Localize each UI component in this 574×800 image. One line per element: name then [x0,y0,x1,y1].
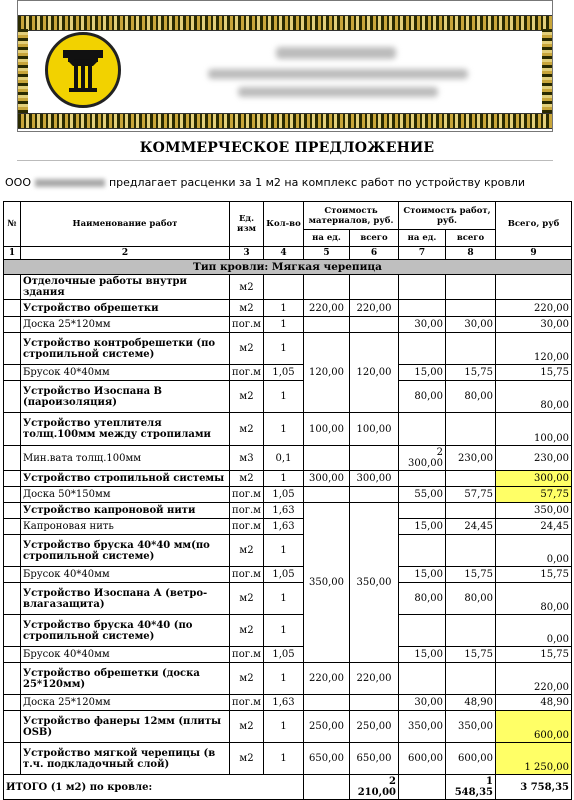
quantity [264,275,304,300]
col-number: 1 [4,247,21,260]
row-num [4,567,21,583]
unit: м2 [230,663,264,695]
quantity: 1,63 [264,503,304,519]
work-per-unit: 80,00 [399,583,446,615]
header-work-cost: Стоимость работ, руб. [399,202,496,230]
work-sum [446,535,496,567]
row-total: 0,00 [496,535,572,567]
col-number: 6 [350,247,399,260]
work-sum [446,471,496,487]
row-total: 57,75 [496,487,572,503]
material-per-unit [304,695,350,711]
table-row [4,365,572,381]
work-per-unit: 30,00 [399,317,446,333]
ornament-border-top [18,15,552,31]
material-per-unit: 220,00 [304,300,350,317]
quantity: 1,05 [264,567,304,583]
unit: м2 [230,413,264,446]
row-num [4,615,21,647]
work-per-unit: 15,00 [399,567,446,583]
work-sum: 15,75 [446,365,496,381]
table-row [4,711,572,743]
material-sum: 250,00 [350,711,399,743]
quantity: 1 [264,743,304,775]
work-name: Устройство бруска 40*40 мм(по стропильной системе) [21,535,230,567]
table-row [4,583,572,615]
work-per-unit [399,300,446,317]
material-per-unit: 120,00 [304,333,350,413]
work-per-unit: 600,00 [399,743,446,775]
table-row [4,381,572,413]
row-total: 48,90 [496,695,572,711]
work-per-unit: 2 300,00 [399,446,446,471]
ornament-border-right [542,29,552,113]
row-num [4,275,21,300]
material-sum: 650,00 [350,743,399,775]
quantity: 1,05 [264,487,304,503]
row-total: 24,45 [496,519,572,535]
unit: м2 [230,711,264,743]
unit: пог.м [230,503,264,519]
header-num: № [4,202,21,247]
table-row [4,743,572,775]
work-per-unit: 80,00 [399,381,446,413]
quantity: 1 [264,583,304,615]
material-sum [350,275,399,300]
material-sum [350,487,399,503]
unit: пог.м [230,317,264,333]
row-num [4,519,21,535]
work-per-unit [399,663,446,695]
row-total: 80,00 [496,583,572,615]
material-per-unit: 650,00 [304,743,350,775]
work-name: Капроновая нить [21,519,230,535]
row-num [4,300,21,317]
row-num [4,503,21,519]
work-per-unit [399,413,446,446]
table-row [4,333,572,365]
totals-row [4,775,572,800]
quantity: 1,05 [264,647,304,663]
row-num [4,471,21,487]
col-number: 5 [304,247,350,260]
table-row [4,519,572,535]
quantity: 1 [264,333,304,365]
work-sum: 600,00 [446,743,496,775]
row-num [4,487,21,503]
ornament-border-bottom [18,113,552,129]
material-sum [350,446,399,471]
work-per-unit [399,535,446,567]
work-sum [446,413,496,446]
work-name: Доска 50*150мм [21,487,230,503]
work-sum [446,333,496,365]
work-sum [446,615,496,647]
material-sum [350,695,399,711]
work-name: Отделочные работы внутри здания [21,275,230,300]
quantity: 1,63 [264,695,304,711]
unit: м2 [230,275,264,300]
work-name: Устройство контробрешетки (по стропильной системе) [21,333,230,365]
document-title: КОММЕРЧЕСКОЕ ПРЕДЛОЖЕНИЕ [139,140,435,156]
unit: м2 [230,333,264,365]
table-row [4,567,572,583]
row-total: 1 250,00 [496,743,572,775]
row-total: 220,00 [496,300,572,317]
totals-label: ИТОГО (1 м2) по кровле: [4,775,304,800]
row-num [4,583,21,615]
table-row [4,471,572,487]
table-row [4,275,572,300]
material-sum: 220,00 [350,663,399,695]
row-num [4,446,21,471]
material-sum [350,317,399,333]
row-num [4,743,21,775]
row-num [4,663,21,695]
totals-empty [304,775,350,800]
row-num [4,317,21,333]
work-sum: 230,00 [446,446,496,471]
work-sum: 80,00 [446,381,496,413]
work-name: Брусок 40*40мм [21,647,230,663]
header-mat-sum: всего [350,230,399,247]
quantity: 1 [264,615,304,647]
work-sum: 15,75 [446,647,496,663]
work-name: Устройство обрешетки [21,300,230,317]
work-per-unit: 15,00 [399,647,446,663]
table-body [4,247,572,800]
quantity: 1,63 [264,519,304,535]
work-sum [446,275,496,300]
work-name: Устройство стропильной системы [21,471,230,487]
col-number: 8 [446,247,496,260]
header-work-sum: всего [446,230,496,247]
row-total: 120,00 [496,333,572,365]
unit: пог.м [230,567,264,583]
work-sum: 48,90 [446,695,496,711]
work-name: Устройство обрешетки (доска 25*120мм) [21,663,230,695]
work-per-unit: 55,00 [399,487,446,503]
col-number: 2 [21,247,230,260]
work-sum: 80,00 [446,583,496,615]
row-total: 15,75 [496,647,572,663]
unit: пог.м [230,695,264,711]
row-total: 220,00 [496,663,572,695]
unit: м2 [230,583,264,615]
quantity: 1,05 [264,365,304,381]
material-sum: 220,00 [350,300,399,317]
row-num [4,381,21,413]
material-per-unit: 350,00 [304,503,350,663]
unit: пог.м [230,487,264,503]
header-name: Наименование работ [21,202,230,247]
intro-line [5,176,525,189]
work-per-unit [399,503,446,519]
quantity: 1 [264,317,304,333]
row-num [4,365,21,381]
row-total: 0,00 [496,615,572,647]
table-row [4,413,572,446]
unit: пог.м [230,365,264,381]
totals-empty [399,775,446,800]
row-total [496,275,572,300]
work-per-unit [399,275,446,300]
table-row [4,317,572,333]
company-prefix: ООО [5,176,31,189]
table-row [4,300,572,317]
table-row [4,663,572,695]
material-per-unit [304,317,350,333]
quantity: 1 [264,300,304,317]
material-sum: 350,00 [350,503,399,663]
row-total: 600,00 [496,711,572,743]
ornament-border-left [18,29,28,113]
row-total: 15,75 [496,567,572,583]
work-name: Устройство фанеры 12мм (плиты OSB) [21,711,230,743]
quantity: 1 [264,663,304,695]
unit: м2 [230,615,264,647]
row-total: 300,00 [496,471,572,487]
totals-work: 1 548,35 [446,775,496,800]
blurred-contacts-line [208,69,468,79]
table-row [4,503,572,519]
blurred-company-name [276,47,396,59]
work-sum: 30,00 [446,317,496,333]
material-per-unit: 300,00 [304,471,350,487]
quantity: 0,1 [264,446,304,471]
material-per-unit [304,275,350,300]
grand-total: 3 758,35 [496,775,572,800]
work-name: Доска 25*120мм [21,695,230,711]
row-total: 30,00 [496,317,572,333]
unit: пог.м [230,519,264,535]
totals-material: 2 210,00 [350,775,399,800]
work-sum: 350,00 [446,711,496,743]
unit: м2 [230,300,264,317]
header-unit: Ед. изм [230,202,264,247]
row-num [4,413,21,446]
section-title: Тип кровли: Мягкая черепица [4,260,572,275]
table-row [4,695,572,711]
row-total: 230,00 [496,446,572,471]
work-per-unit: 30,00 [399,695,446,711]
row-num [4,695,21,711]
work-sum [446,663,496,695]
table-row [4,615,572,647]
row-num [4,647,21,663]
row-total: 80,00 [496,381,572,413]
col-number: 4 [264,247,304,260]
work-per-unit [399,615,446,647]
work-sum: 15,75 [446,567,496,583]
material-sum: 100,00 [350,413,399,446]
row-num [4,535,21,567]
table-row [4,487,572,503]
row-num [4,333,21,365]
material-per-unit: 220,00 [304,663,350,695]
row-total: 350,00 [496,503,572,519]
quantity: 1 [264,381,304,413]
row-num [4,711,21,743]
table-row [4,535,572,567]
work-name: Устройство Изоспана В (пароизоляция) [21,381,230,413]
divider [17,160,553,161]
work-sum: 57,75 [446,487,496,503]
work-per-unit: 15,00 [399,519,446,535]
quantity: 1 [264,535,304,567]
unit: пог.м [230,647,264,663]
work-per-unit: 15,00 [399,365,446,381]
work-per-unit [399,471,446,487]
work-name: Устройство утеплителя толщ.100мм между стропилами [21,413,230,446]
header-qty: Кол-во [264,202,304,247]
material-sum: 120,00 [350,333,399,413]
work-sum [446,503,496,519]
price-table [3,201,572,800]
unit: м2 [230,471,264,487]
blurred-contacts-line [238,87,438,97]
work-name: Брусок 40*40мм [21,567,230,583]
material-per-unit [304,487,350,503]
material-per-unit: 250,00 [304,711,350,743]
company-logo [45,32,121,108]
blurred-company-name [35,179,105,187]
unit: м2 [230,381,264,413]
quantity: 1 [264,471,304,487]
column-emblem-icon [55,42,111,98]
header-banner [17,0,553,132]
work-name: Доска 25*120мм [21,317,230,333]
col-number: 9 [496,247,572,260]
header-material-cost: Стоимость материалов, руб. [304,202,399,230]
unit: м2 [230,535,264,567]
row-total: 15,75 [496,365,572,381]
row-total: 100,00 [496,413,572,446]
col-number: 7 [399,247,446,260]
intro-text: предлагает расценки за 1 м2 на комплекс работ по устройству кровли [108,176,526,189]
work-name: Устройство мягкой черепицы (в т.ч. подкладочный слой) [21,743,230,775]
material-per-unit [304,446,350,471]
work-sum: 24,45 [446,519,496,535]
work-name: Устройство капроновой нити [21,503,230,519]
work-name: Устройство бруска 40*40 (по стропильной системе) [21,615,230,647]
work-per-unit: 350,00 [399,711,446,743]
work-per-unit [399,333,446,365]
quantity: 1 [264,711,304,743]
work-name: Брусок 40*40мм [21,365,230,381]
work-name: Мин.вата толщ.100мм [21,446,230,471]
table-row [4,446,572,471]
header-work-per-unit: на ед. [399,230,446,247]
unit: м3 [230,446,264,471]
col-number: 3 [230,247,264,260]
material-per-unit: 100,00 [304,413,350,446]
table-row [4,647,572,663]
header-mat-per-unit: на ед. [304,230,350,247]
material-sum: 300,00 [350,471,399,487]
header-total: Всего, руб [496,202,572,247]
unit: м2 [230,743,264,775]
quantity: 1 [264,413,304,446]
work-name: Устройство Изоспана А (ветро-влагазащита) [21,583,230,615]
work-sum [446,300,496,317]
